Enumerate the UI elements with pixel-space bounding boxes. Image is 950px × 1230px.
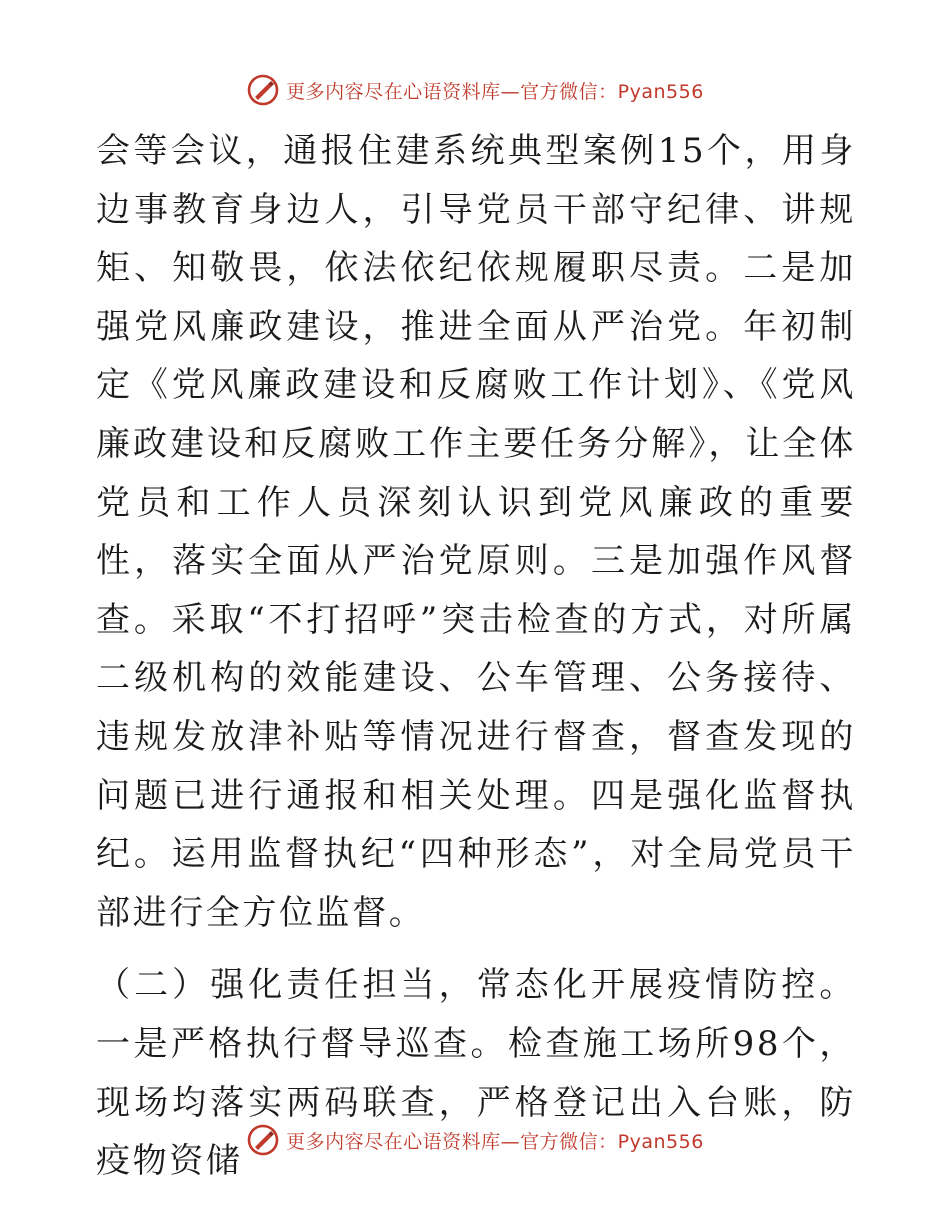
paragraph-2: （二）强化责任担当，常态化开展疫情防控。一是严格执行督导巡查。检查施工场所98个，现场均落实两码联查，严格登记出入台账，防疫物资储 xyxy=(96,965,856,1182)
footer-watermark xyxy=(0,1120,950,1160)
pen-circle-logo-icon xyxy=(246,73,280,107)
paragraph-1: 会等会议，通报住建系统典型案例15个，用身边事教育身边人，引导党员干部守纪律、讲规矩、知敬畏，依法依纪依规履职尽责。二是加强党风廉政建设，推进全面从严治党。年初制定《党风廉政建设和反腐败工作计划》、《党风廉政建设和反腐败工作主要任务分解》，让全体党员和工作人员深刻认识到党风廉政的重要性，落实全面从严治党原则。三是加强作风督查。采取“不打招呼”突击检查的方式，对所属二级机构的效能建设、公车管理、公务接待、违规发放津补贴等情况进行督查，督查发现的问题已进行通报和相关处理。四是强化监督执纪。运用监督执纪“四种形态”，对全局党员干部进行全方位监督。 xyxy=(96,131,856,933)
header-watermark xyxy=(0,70,950,110)
document-body xyxy=(96,122,856,1191)
pen-circle-logo-icon xyxy=(246,1123,280,1157)
watermark-text: 更多内容尽在心语资料库—官方微信：Pyan556 xyxy=(286,1130,704,1153)
watermark-text: 更多内容尽在心语资料库—官方微信：Pyan556 xyxy=(286,80,704,103)
